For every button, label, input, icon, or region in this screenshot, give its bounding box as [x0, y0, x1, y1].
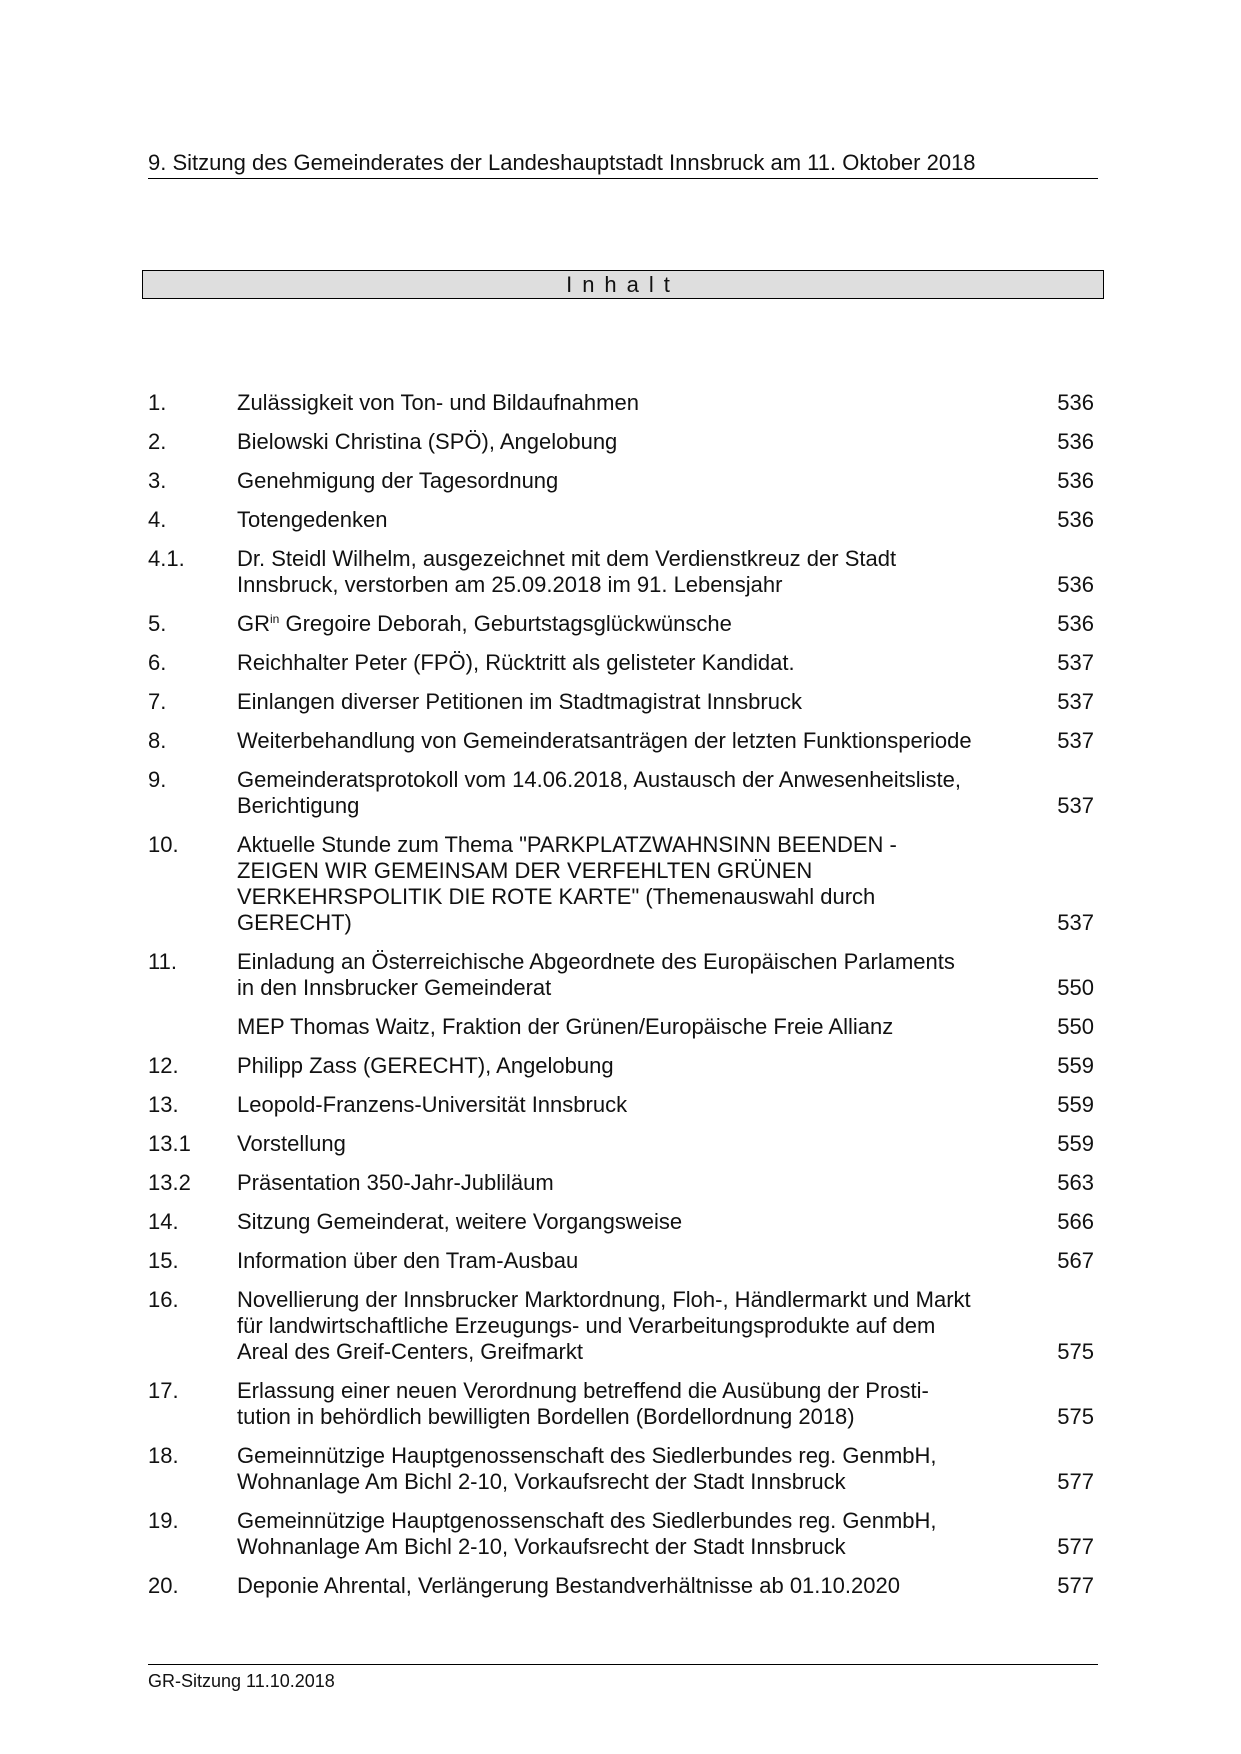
- toc-entry: [148, 390, 1098, 429]
- toc-entry-title-line: MEP Thomas Waitz, Fraktion der Grünen/Europäische Freie Allianz: [237, 1014, 894, 1039]
- toc-entry-page: 536: [1057, 611, 1094, 636]
- toc-entry-title-line: VERKEHRSPOLITIK DIE ROTE KARTE" (Themenauswahl durch: [237, 884, 876, 909]
- toc-entry-page: 567: [1057, 1248, 1094, 1273]
- toc-entry-number: 13.1: [148, 1131, 191, 1156]
- toc-entry: [148, 1131, 1098, 1170]
- page-header: 9. Sitzung des Gemeinderates der Landeshauptstadt Innsbruck am 11. Oktober 2018: [148, 150, 1098, 179]
- toc-entry-number: 1.: [148, 390, 167, 415]
- toc-entry-number: 5.: [148, 611, 167, 636]
- toc-entry-title-line: Zulässigkeit von Ton- und Bildaufnahmen: [237, 390, 639, 415]
- toc-entry: [148, 1209, 1098, 1248]
- toc-entry: [148, 507, 1098, 546]
- toc-entry-title: [237, 1092, 1027, 1118]
- toc-entry-number: 14.: [148, 1209, 179, 1234]
- toc-entry-title: [237, 507, 1027, 533]
- toc-entry-title-line: [237, 611, 1027, 637]
- toc-entry-number: 17.: [148, 1378, 179, 1403]
- toc-entry-title: [237, 468, 1027, 494]
- toc-entry-number: 4.: [148, 507, 167, 532]
- toc-entry-title: [237, 1014, 1027, 1040]
- toc-entry: [148, 728, 1098, 767]
- toc-entry: [148, 1378, 1098, 1443]
- toc-entry: [148, 1014, 1098, 1053]
- toc-entry-page: 536: [1057, 468, 1094, 493]
- toc-entry-title-line: Berichtigung: [237, 793, 360, 818]
- toc-entry-number: 18.: [148, 1443, 179, 1468]
- toc-entry-page: 577: [1057, 1573, 1094, 1598]
- toc-entry-number: 13.2: [148, 1170, 191, 1195]
- toc-entry-title-line: Präsentation 350-Jahr-Jubliläum: [237, 1170, 554, 1195]
- toc-entry-title-line: in den Innsbrucker Gemeinderat: [237, 975, 552, 1000]
- toc-entry-page: 577: [1057, 1534, 1094, 1559]
- toc-entry-number: 15.: [148, 1248, 179, 1273]
- toc-entry-title-line: ZEIGEN WIR GEMEINSAM DER VERFEHLTEN GRÜNEN: [237, 858, 813, 883]
- toc-entry-number: 7.: [148, 689, 167, 714]
- toc-entry: [148, 689, 1098, 728]
- toc-entry-title: [237, 1443, 1027, 1495]
- toc-entry: [148, 949, 1098, 1014]
- toc-entry: [148, 1170, 1098, 1209]
- toc-entry-title-line: Weiterbehandlung von Gemeinderatsanträgen der letzten Funktionsperiode: [237, 728, 972, 753]
- toc-entry-title-line: Aktuelle Stunde zum Thema "PARKPLATZWAHNSINN BEENDEN -: [237, 832, 897, 857]
- toc-entry-title: [237, 728, 1027, 754]
- toc-entry-title-line: Gemeinderatsprotokoll vom 14.06.2018, Austausch der Anwesenheitsliste,: [237, 767, 961, 792]
- toc-entry-title-line: Gemeinnützige Hauptgenossenschaft des Siedlerbundes reg. GenmbH,: [237, 1508, 937, 1533]
- toc-entry-title-line: Einlangen diverser Petitionen im Stadtmagistrat Innsbruck: [237, 689, 802, 714]
- toc-entry-page: 537: [1057, 793, 1094, 818]
- toc-entry-number: 8.: [148, 728, 167, 753]
- toc-entry-title-line: Information über den Tram-Ausbau: [237, 1248, 579, 1273]
- toc-entry: [148, 546, 1098, 611]
- toc-entry-title-line: Innsbruck, verstorben am 25.09.2018 im 91. Lebensjahr: [237, 572, 783, 597]
- toc-entry-number: 13.: [148, 1092, 179, 1117]
- toc-entry-title: [237, 1287, 1027, 1365]
- section-title: Inhalt: [142, 270, 1104, 299]
- toc-entry-title-line: Gemeinnützige Hauptgenossenschaft des Siedlerbundes reg. GenmbH,: [237, 1443, 937, 1468]
- toc-entry-title-line: Dr. Steidl Wilhelm, ausgezeichnet mit dem Verdienstkreuz der Stadt: [237, 546, 897, 571]
- title-text: Gregoire Deborah, Geburtstagsglückwünsche: [279, 611, 732, 636]
- toc-entry-title-line: Deponie Ahrental, Verlängerung Bestandverhältnisse ab 01.10.2020: [237, 1573, 900, 1598]
- toc-entry-title: [237, 1248, 1027, 1274]
- toc-entry-title: [237, 650, 1027, 676]
- toc-entry: [148, 1053, 1098, 1092]
- toc-entry: [148, 1092, 1098, 1131]
- toc-entry-page: 536: [1057, 572, 1094, 597]
- toc-entry: [148, 611, 1098, 650]
- toc-entry-number: 4.1.: [148, 546, 185, 571]
- toc-entry-title: [237, 1378, 1027, 1430]
- toc-entry: [148, 1287, 1098, 1378]
- title-superscript: in: [270, 612, 280, 626]
- toc-entry: [148, 429, 1098, 468]
- toc-entry-number: 9.: [148, 767, 167, 792]
- toc-entry-page: 537: [1057, 728, 1094, 753]
- toc-entry-number: 10.: [148, 832, 179, 857]
- table-of-contents: [148, 390, 1098, 1612]
- toc-entry-title-line: Areal des Greif-Centers, Greifmarkt: [237, 1339, 583, 1364]
- toc-entry-page: 550: [1057, 975, 1094, 1000]
- toc-entry-title-line: Totengedenken: [237, 507, 388, 532]
- toc-entry-number: 12.: [148, 1053, 179, 1078]
- toc-entry-page: 559: [1057, 1092, 1094, 1117]
- toc-entry-page: 536: [1057, 390, 1094, 415]
- toc-entry-title-line: Leopold-Franzens-Universität Innsbruck: [237, 1092, 628, 1117]
- toc-entry: [148, 832, 1098, 949]
- toc-entry-number: 16.: [148, 1287, 179, 1312]
- toc-entry-page: 559: [1057, 1131, 1094, 1156]
- toc-entry-title-line: Philipp Zass (GERECHT), Angelobung: [237, 1053, 614, 1078]
- toc-entry: [148, 1443, 1098, 1508]
- toc-entry-title: [237, 429, 1027, 455]
- toc-entry-title-line: tution in behördlich bewilligten Bordellen (Bordellordnung 2018): [237, 1404, 855, 1429]
- title-prefix: GR: [237, 611, 270, 636]
- toc-entry: [148, 1573, 1098, 1612]
- toc-entry: [148, 1248, 1098, 1287]
- toc-entry-number: 20.: [148, 1573, 179, 1598]
- toc-entry: [148, 767, 1098, 832]
- toc-entry-title-line: Genehmigung der Tagesordnung: [237, 468, 559, 493]
- toc-entry-title: [237, 546, 1027, 598]
- toc-entry-number: 2.: [148, 429, 167, 454]
- toc-entry: [148, 1508, 1098, 1573]
- toc-entry-page: 536: [1057, 507, 1094, 532]
- toc-entry-page: 575: [1057, 1404, 1094, 1429]
- toc-entry-title-line: Reichhalter Peter (FPÖ), Rücktritt als gelisteter Kandidat.: [237, 650, 795, 675]
- toc-entry-title-line: Wohnanlage Am Bichl 2-10, Vorkaufsrecht der Stadt Innsbruck: [237, 1469, 846, 1494]
- toc-entry-title-line: Sitzung Gemeinderat, weitere Vorgangsweise: [237, 1209, 683, 1234]
- toc-entry-title-line: GERECHT): [237, 910, 352, 935]
- toc-entry-number: 6.: [148, 650, 167, 675]
- toc-entry-number: 11.: [148, 949, 177, 974]
- toc-entry-title: [237, 1573, 1027, 1599]
- toc-entry-title: [237, 767, 1027, 819]
- toc-entry-title-line: Erlassung einer neuen Verordnung betreffend die Ausübung der Prosti-: [237, 1378, 929, 1403]
- toc-entry-title: [237, 390, 1027, 416]
- toc-entry-page: 537: [1057, 689, 1094, 714]
- toc-entry-title-line: Einladung an Österreichische Abgeordnete des Europäischen Parlaments: [237, 949, 955, 974]
- toc-entry-page: 575: [1057, 1339, 1094, 1364]
- toc-entry-title-line: Novellierung der Innsbrucker Marktordnung, Floh-, Händlermarkt und Markt: [237, 1287, 971, 1312]
- toc-entry-page: 577: [1057, 1469, 1094, 1494]
- toc-entry-page: 566: [1057, 1209, 1094, 1234]
- toc-entry-title: [237, 1131, 1027, 1157]
- page-footer: GR-Sitzung 11.10.2018: [148, 1664, 1098, 1692]
- toc-entry-page: 563: [1057, 1170, 1094, 1195]
- toc-entry-title: [237, 1053, 1027, 1079]
- toc-entry-title: [237, 1209, 1027, 1235]
- toc-entry-page: 537: [1057, 650, 1094, 675]
- toc-entry-title: [237, 689, 1027, 715]
- toc-entry-title-line: Vorstellung: [237, 1131, 346, 1156]
- toc-entry-number: 19.: [148, 1508, 179, 1533]
- toc-entry-title: [237, 1508, 1027, 1560]
- toc-entry: [148, 650, 1098, 689]
- toc-entry-title-line: Wohnanlage Am Bichl 2-10, Vorkaufsrecht der Stadt Innsbruck: [237, 1534, 846, 1559]
- toc-entry-title-line: für landwirtschaftliche Erzeugungs- und Verarbeitungsprodukte auf dem: [237, 1313, 936, 1338]
- toc-entry-number: 3.: [148, 468, 167, 493]
- toc-entry-title-line: Bielowski Christina (SPÖ), Angelobung: [237, 429, 618, 454]
- toc-entry-title: [237, 832, 1027, 936]
- toc-entry: [148, 468, 1098, 507]
- toc-entry-page: 537: [1057, 910, 1094, 935]
- toc-entry-page: 559: [1057, 1053, 1094, 1078]
- toc-entry-title: [237, 611, 1027, 637]
- toc-entry-page: 536: [1057, 429, 1094, 454]
- toc-entry-title: [237, 949, 1027, 1001]
- toc-entry-page: 550: [1057, 1014, 1094, 1039]
- toc-entry-title: [237, 1170, 1027, 1196]
